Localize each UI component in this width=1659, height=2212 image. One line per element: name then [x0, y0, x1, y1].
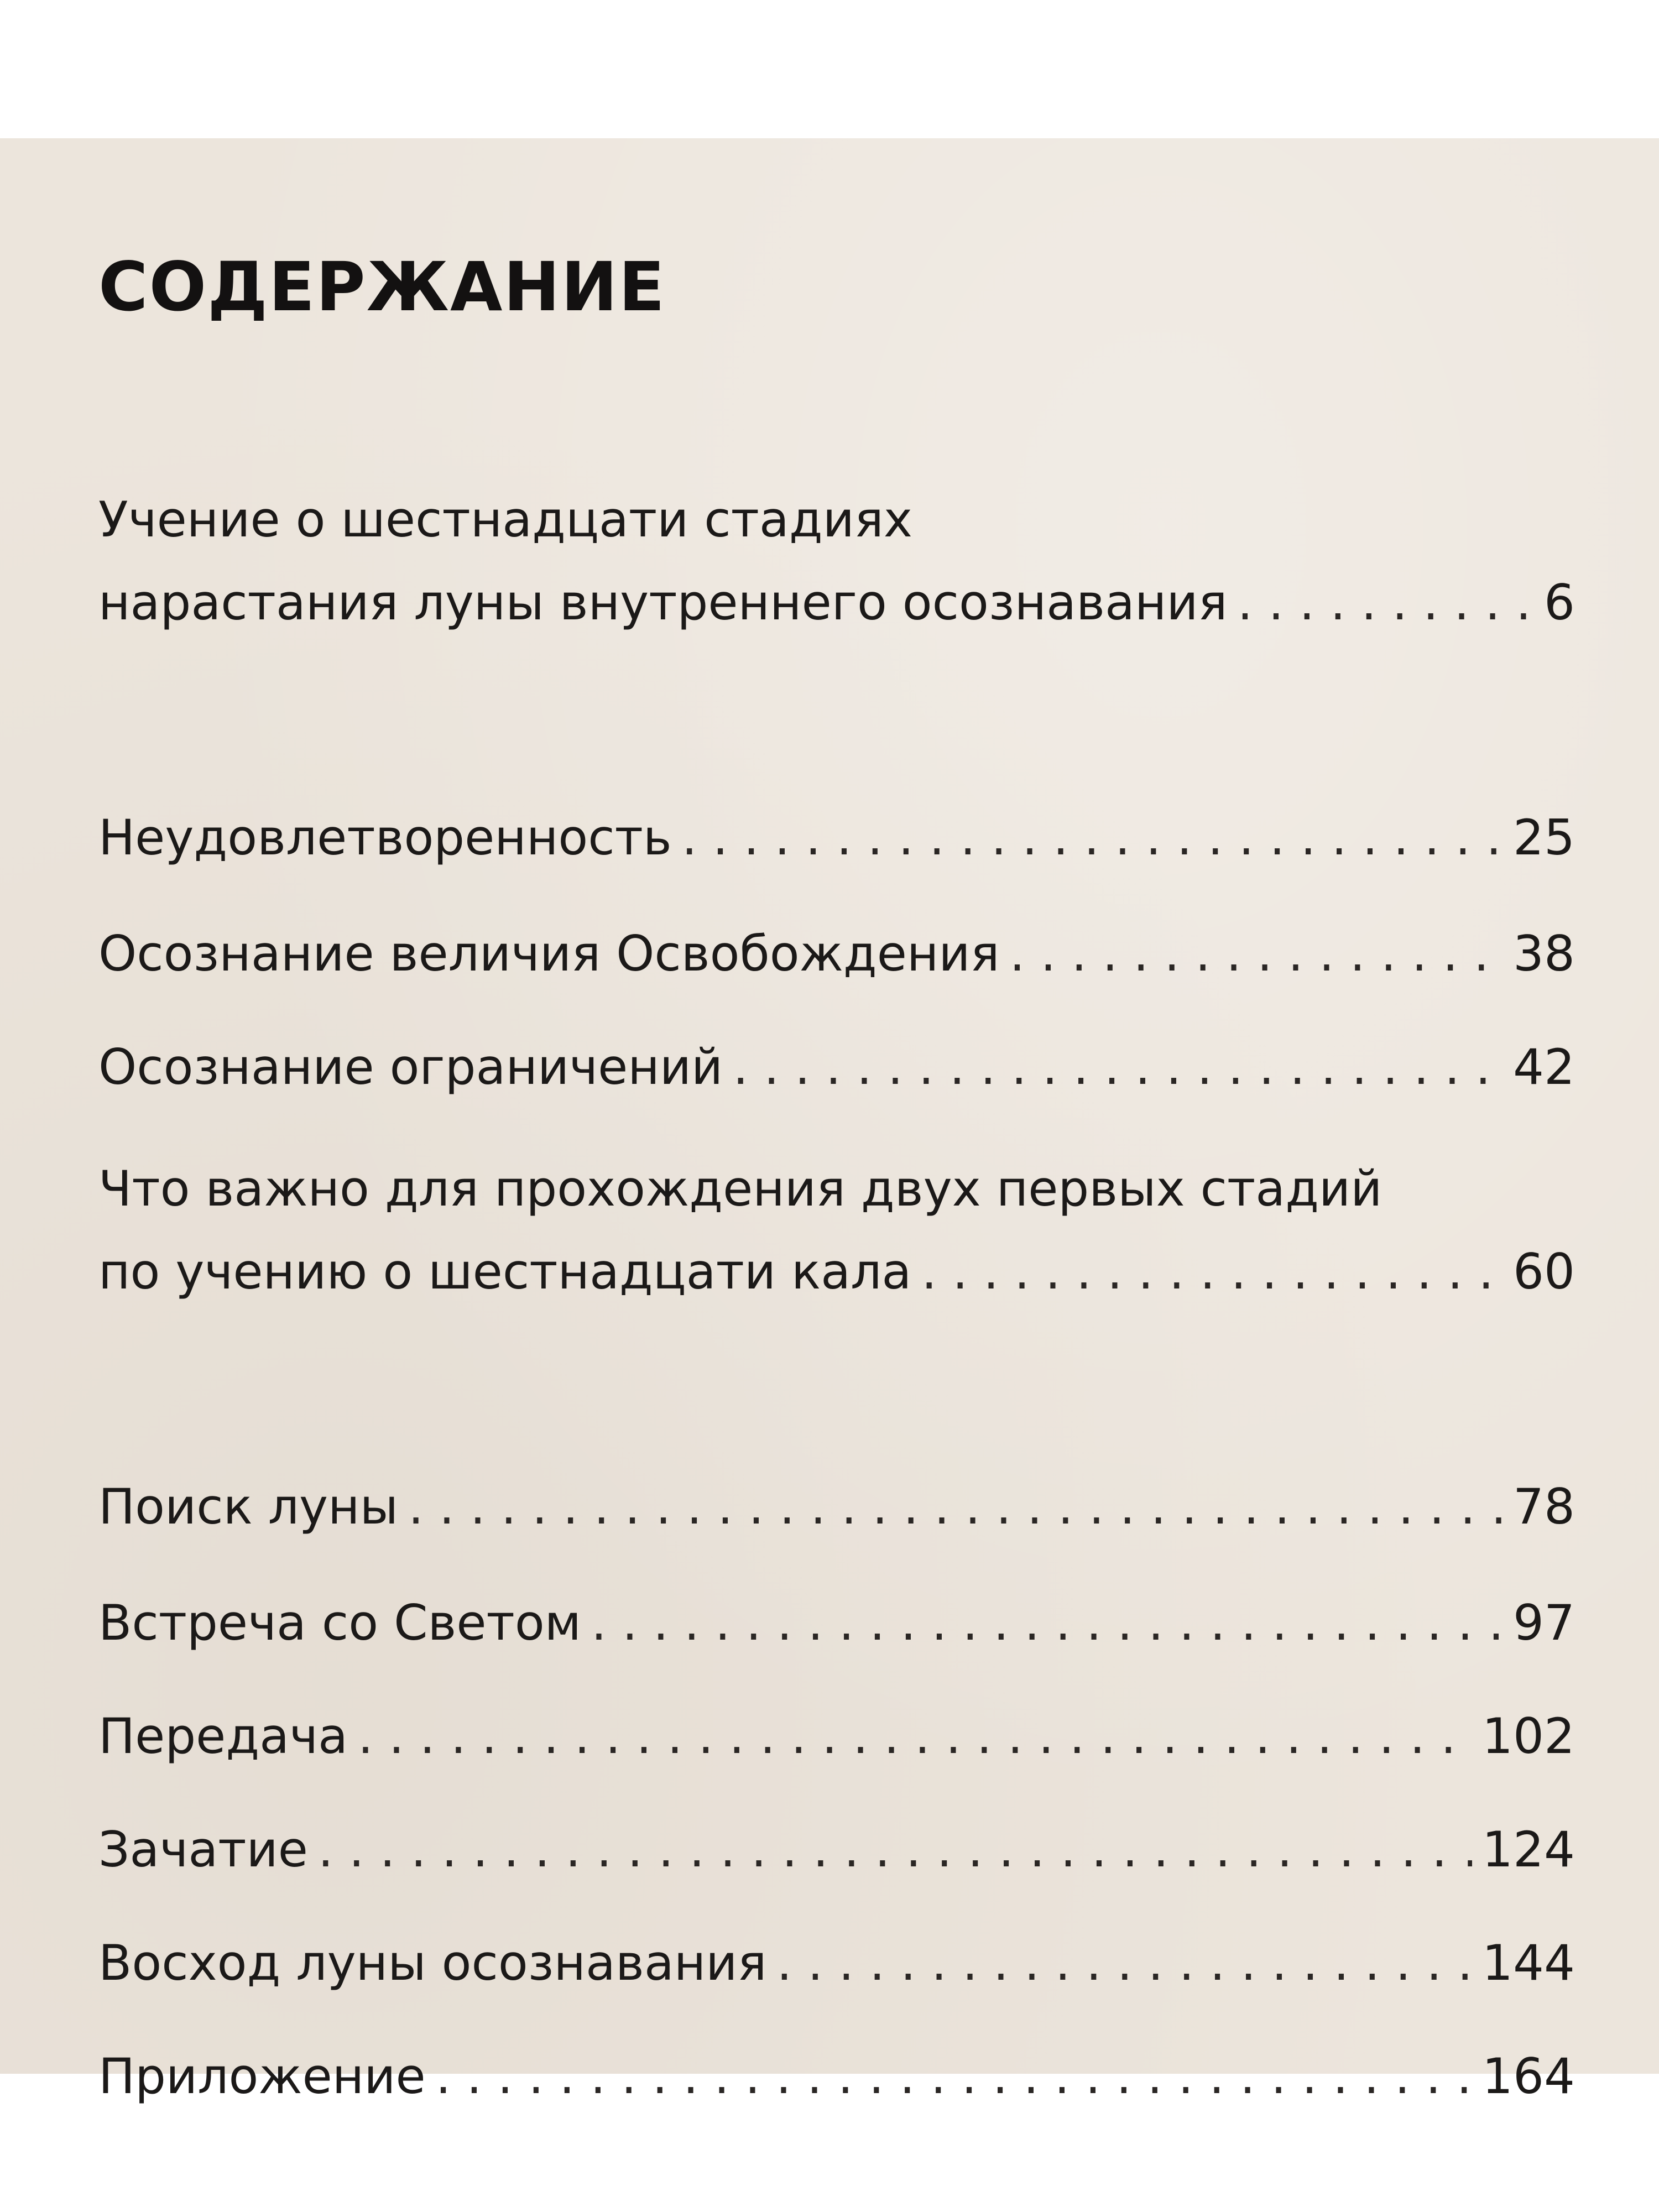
toc-page-number: 164: [1482, 2048, 1575, 2105]
toc-entry: [98, 478, 1575, 644]
toc-entry-title: Приложение: [98, 2048, 426, 2105]
toc-page-number: 102: [1482, 1708, 1575, 1765]
toc-entry: [98, 1026, 1575, 1109]
toc-page-number: 60: [1513, 1243, 1575, 1300]
toc-page-number: 38: [1513, 925, 1575, 982]
toc-page-number: 124: [1482, 1821, 1575, 1878]
toc-entry: [98, 1695, 1575, 1778]
toc-page-number: 78: [1513, 1478, 1575, 1535]
dot-leader: [591, 1582, 1503, 1665]
toc-entry-title: Зачатие: [98, 1821, 308, 1878]
toc-page-number: 25: [1513, 809, 1575, 866]
toc-entry-title: Осознание величия Освобождения: [98, 925, 1000, 982]
dot-leader: [358, 1695, 1472, 1778]
toc-entry-title: Поиск луны: [98, 1478, 399, 1535]
toc-entry-title: Встреча со Светом: [98, 1594, 582, 1651]
toc-page-number: 97: [1513, 1594, 1575, 1651]
toc-entry-title: Осознание ограничений: [98, 1039, 723, 1095]
toc-entry: [98, 1922, 1575, 2005]
toc-entry: [98, 796, 1575, 879]
book-page: [0, 138, 1659, 2105]
dot-leader: [682, 796, 1503, 879]
dot-leader: [408, 1465, 1503, 1548]
toc-entry-title: Неудовлетворенность: [98, 809, 672, 866]
dot-leader: [776, 1922, 1472, 2005]
dot-leader: [436, 2035, 1472, 2118]
dot-leader: [318, 1808, 1472, 1891]
toc-entry: [98, 1582, 1575, 1665]
toc-entry: [98, 2035, 1575, 2118]
toc-entry-title: по учению о шестнадцати кала: [98, 1243, 912, 1300]
dot-leader: [921, 1230, 1503, 1313]
toc-entry-title: Восход луны осознавания: [98, 1934, 767, 1991]
toc-entry: [98, 1808, 1575, 1891]
toc-page-number: 42: [1513, 1039, 1575, 1095]
toc-entry-title: Передача: [98, 1708, 348, 1765]
dot-leader: [1010, 912, 1504, 995]
toc-page-number: 144: [1482, 1934, 1575, 1991]
toc-entry: [98, 1147, 1575, 1313]
dot-leader: [1238, 561, 1532, 644]
page-title: СОДЕРЖАНИЕ: [98, 248, 666, 326]
toc-entry-title-line1: Учение о шестнадцати стадиях: [98, 491, 912, 548]
dot-leader: [733, 1026, 1503, 1109]
toc-entry-title: нарастания луны внутреннего осознавания: [98, 574, 1228, 631]
toc-entry-title-line1: Что важно для прохождения двух первых стадий: [98, 1160, 1383, 1217]
toc-page-number: 6: [1544, 574, 1575, 631]
toc-entry: [98, 1465, 1575, 1548]
toc-entry: [98, 912, 1575, 995]
